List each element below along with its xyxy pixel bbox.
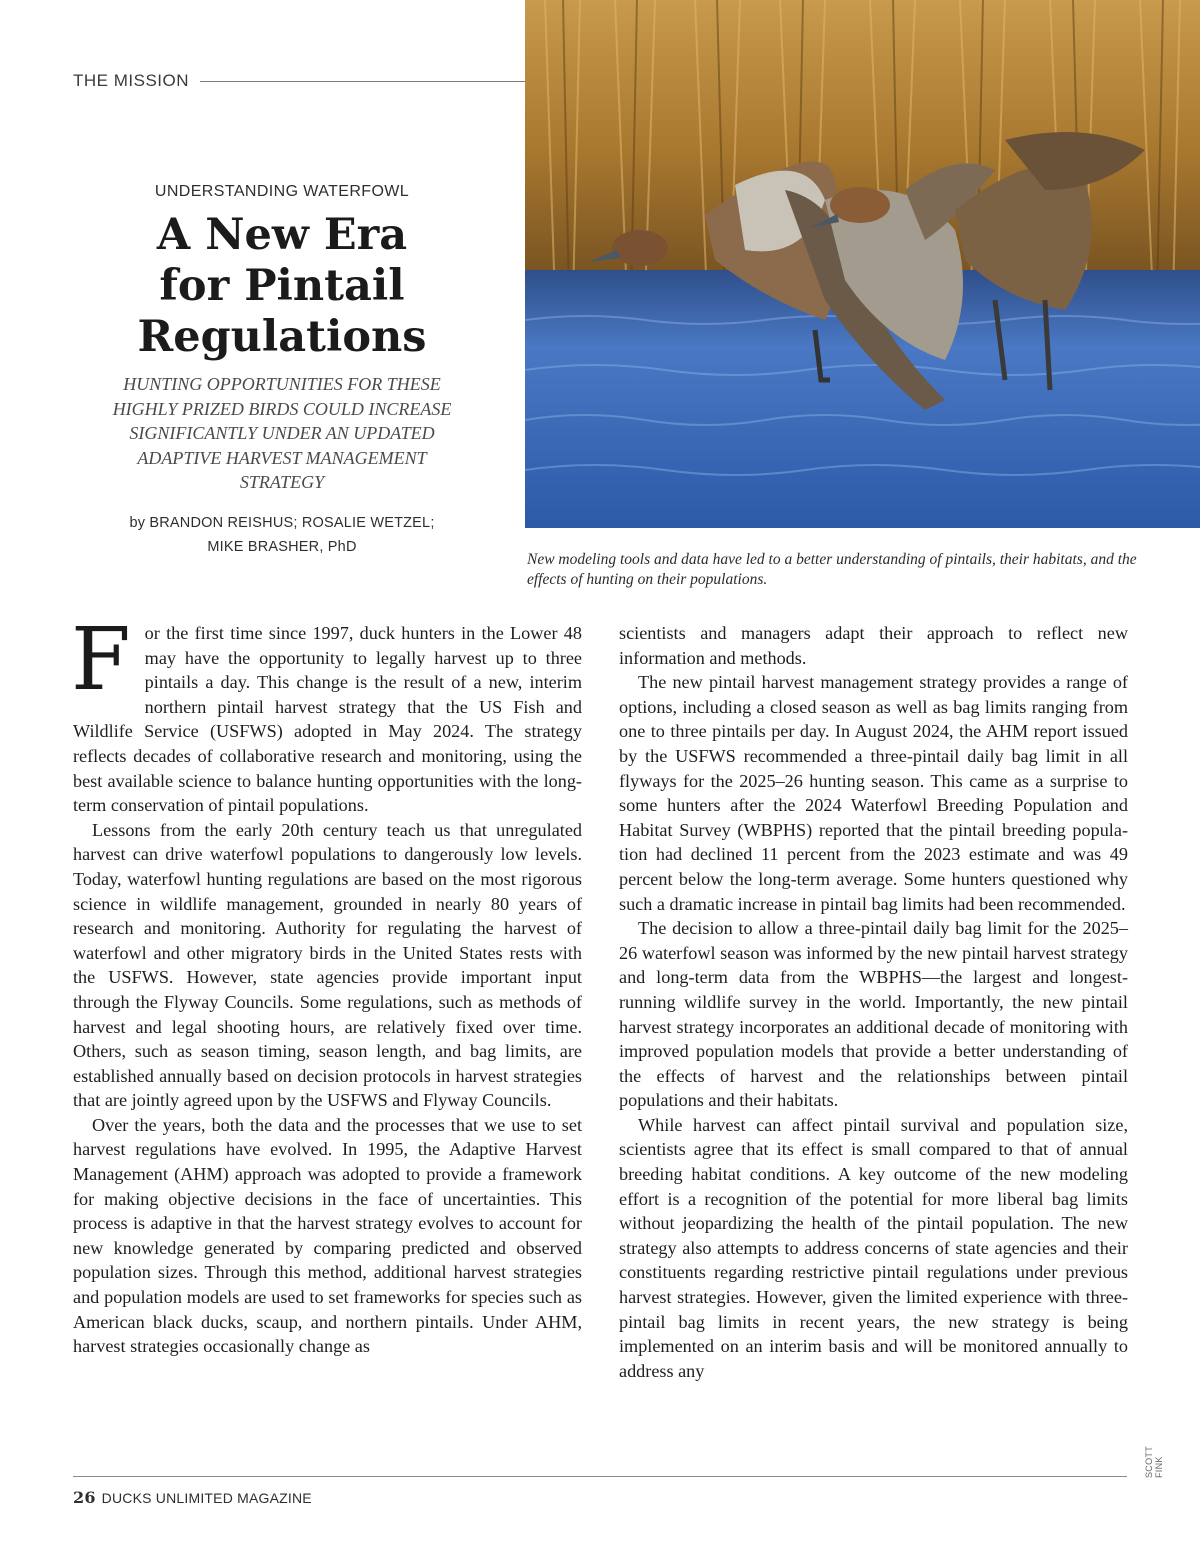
section-label: THE MISSION bbox=[73, 71, 190, 90]
body-paragraph: Lessons from the early 20th century teach us that unregulated harvest can drive waterfowl populations to dangerously low levels. Today, waterfowl hunting regulations are based on the most rigorous science in wildlife management, grounded in nearly 80 years of research and monitoring. Authority for regulating the harvest of waterfowl and other migratory birds in the United States rests with the USFWS. However, state agencies provide important input through the Flyway Councils. Some regulations, such as methods of harvest and legal shooting hours, are relatively fixed over time. Others, such as season timing, season length, and bag limits, are established annually based on decision protocols in harvest strategies that are jointly agreed upon by the USFWS and Flyway Councils. bbox=[73, 819, 582, 1111]
body-paragraph bbox=[71, 610, 582, 818]
byline-line-1: by BRANDON REISHUS; ROSALIE WETZEL; bbox=[129, 515, 435, 531]
paragraph-text: or the first time since 1997, duck hunters in the Lower 48 may have the opportunity to legally harvest up to three pintails a day. This change is the result of a new, interim northern pintail harvest strategy that the US Fish and Wildlife Service (USFWS) adopted in May 2024. The strategy reflects decades of collaborative research and monitoring, using the best available science to balance hunting opportunities with the long-term conservation of pintail populations. bbox=[73, 623, 582, 816]
body-paragraph: scientists and managers adapt their approach to reflect new information and methods. bbox=[619, 623, 1128, 668]
headline-line-2: for Pintail bbox=[159, 261, 405, 311]
body-paragraph: Over the years, both the data and the processes that we use to set harvest regulations have evolved. In 1995, the Adaptive Harvest Management (AHM) approach was adopted to provide a framework for making objective decisions in the face of uncertainties. This process is adaptive in that the harvest strategy evolves to account for new knowledge generated by comparing predicted and observed population sizes. Through this method, additional harvest strategies and population models are used to set frameworks for species such as American black ducks, scaup, and northern pintails. Under AHM, harvest strategies occasionally change as bbox=[73, 1114, 582, 1357]
photo-caption: New modeling tools and data have led to a better understanding of pintails, their habitats, and the effects of hunting on their populations. bbox=[527, 551, 1137, 588]
headline-line-3: Regulations bbox=[137, 312, 427, 362]
hero-photo bbox=[525, 0, 1200, 528]
page-number: 26 bbox=[73, 1488, 96, 1507]
article-deck: HUNTING OPPORTUNITIES FOR THESE HIGHLY PRIZED BIRDS COULD INCREASE SIGNIFICANTLY UNDER AN UPDATED ADAPTIVE HARVEST MANAGEMENT STRATEGY bbox=[112, 374, 452, 492]
body-paragraph: The decision to allow a three-pintail daily bag limit for the 2025–26 waterfowl season was informed by the new pintail harvest strategy and long-term data from the WBPHS—the largest and longest-running wildlife survey in the world. Importantly, the new pintail harvest strategy incorporates an additional decade of monitoring with improved population models that provide a better understanding of the effects of harvest and the relationships between pintail populations and their habitats. bbox=[619, 918, 1128, 1111]
page-footer bbox=[73, 1488, 312, 1507]
byline-line-2: MIKE BRASHER, PhD bbox=[207, 539, 357, 555]
body-column-right bbox=[619, 621, 1128, 1383]
body-paragraph: The new pintail harvest management strategy provides a range of options, including a closed season as well as bag limits ranging from one to three pintails per day. In August 2024, the AHM report issued by the USFWS recommended a three-pintail daily bag limit in all flyways for the 2025–26 hunting season. This came as a surprise to some hunters after the 2024 Waterfowl Breeding Population and Habitat Survey (WBPHS) reported that the pintail breeding population had declined 11 percent from the 2023 estimate and was 49 percent below the long-term average. Some hunters questioned why such a dramatic increase in pintail bag limits had been recommended. bbox=[619, 672, 1128, 914]
photo-credit: SCOTT FINK bbox=[1144, 1446, 1164, 1478]
article-headline bbox=[82, 210, 482, 363]
body-column-left bbox=[71, 610, 582, 1359]
section-divider bbox=[200, 81, 526, 82]
article-kicker: UNDERSTANDING WATERFOWL bbox=[154, 183, 410, 200]
body-paragraph: While harvest can affect pintail survival and population size, scientists agree that its effect is small compared to that of annual breeding habitat conditions. A key outcome of the new modeling effort is a recognition of the potential for more liberal bag limits without jeopardizing the health of the pintail population. The new strategy also attempts to address concerns of state agencies and their constituents regarding restrictive pintail regulations under previous harvest strategies. However, given the limited experience with three-pintail bag limits in recent years, the new strategy is being implemented on an interim basis and will be monitored annually to address any bbox=[619, 1114, 1128, 1381]
headline-line-1: A New Era bbox=[156, 210, 408, 260]
drop-cap: F bbox=[71, 610, 131, 710]
publication-name: DUCKS UNLIMITED MAGAZINE bbox=[101, 1490, 312, 1506]
article-byline bbox=[112, 511, 452, 559]
footer-divider bbox=[73, 1476, 1127, 1477]
